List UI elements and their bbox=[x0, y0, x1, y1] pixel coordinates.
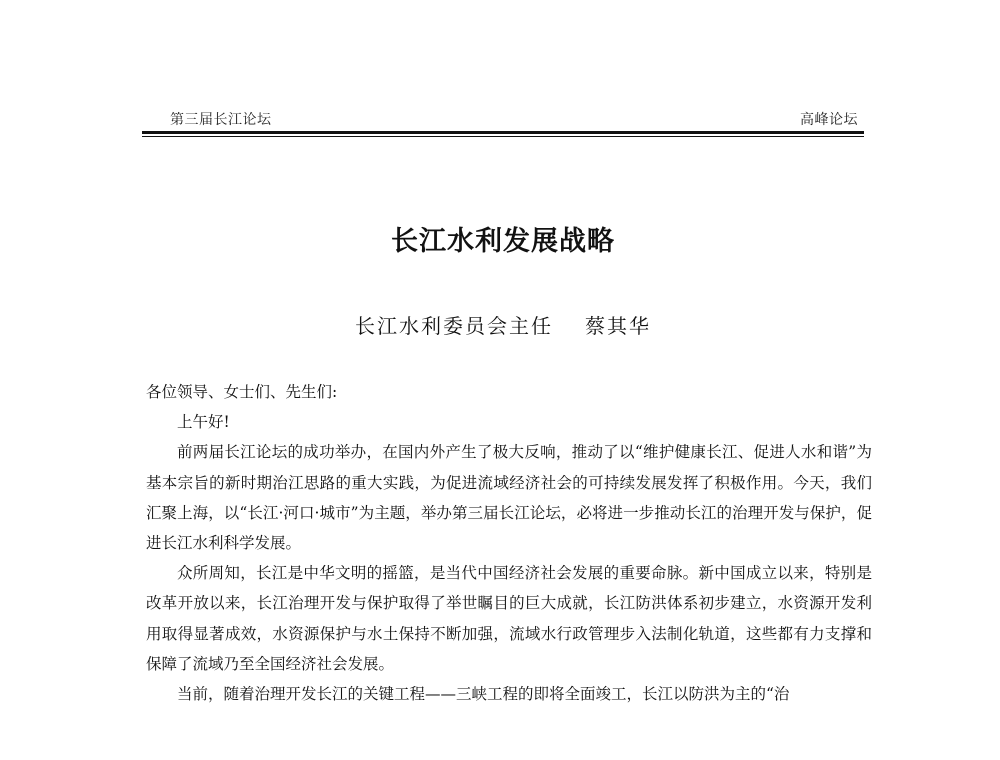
paragraph: 当前，随着治理开发长江的关键工程——三峡工程的即将全面竣工，长江以防洪为主的“治 bbox=[177, 685, 790, 704]
paragraph: 前两届长江论坛的成功举办，在国内外产生了极大反响，推动了以“维护健康长江、促进人水和谐”为基本宗旨的新时期治江思路的重大实践，为促进流域经济社会的可持续发展发挥了积极作用。今天，我们汇聚上海，以“长江·河口·城市”为主题，举办第三届长江论坛，必将进一步推动长江的治理开发与保护，促进长江水利科学发展。 bbox=[146, 443, 872, 553]
author-name: 蔡其华 bbox=[585, 314, 651, 338]
running-header bbox=[168, 110, 860, 130]
salutation: 各位领导、女士们、先生们: bbox=[146, 383, 338, 401]
header-rule-thick bbox=[142, 131, 864, 134]
paragraph: 众所周知，长江是中华文明的摇篮，是当代中国经济社会发展的重要命脉。新中国成立以来，特别是改革开放以来，长江治理开发与保护取得了举世瞩目的巨大成就，长江防洪体系初步建立，水资源开发利用取得显著成效，水资源保护与水土保持不断加强，流域水行政管理步入法制化轨道，这些都有力支撑和保障了流域乃至全国经济社会发展。 bbox=[146, 564, 872, 673]
article-body bbox=[146, 377, 872, 709]
article-title: 长江水利发展战略 bbox=[391, 226, 615, 257]
author-affiliation: 长江水利委员会主任 bbox=[355, 314, 553, 338]
header-series-title: 第三届长江论坛 bbox=[170, 112, 272, 128]
greeting: 上午好! bbox=[177, 413, 230, 432]
header-section-title: 高峰论坛 bbox=[800, 112, 858, 128]
author-line bbox=[142, 310, 864, 342]
header-rule-thin bbox=[142, 136, 864, 137]
